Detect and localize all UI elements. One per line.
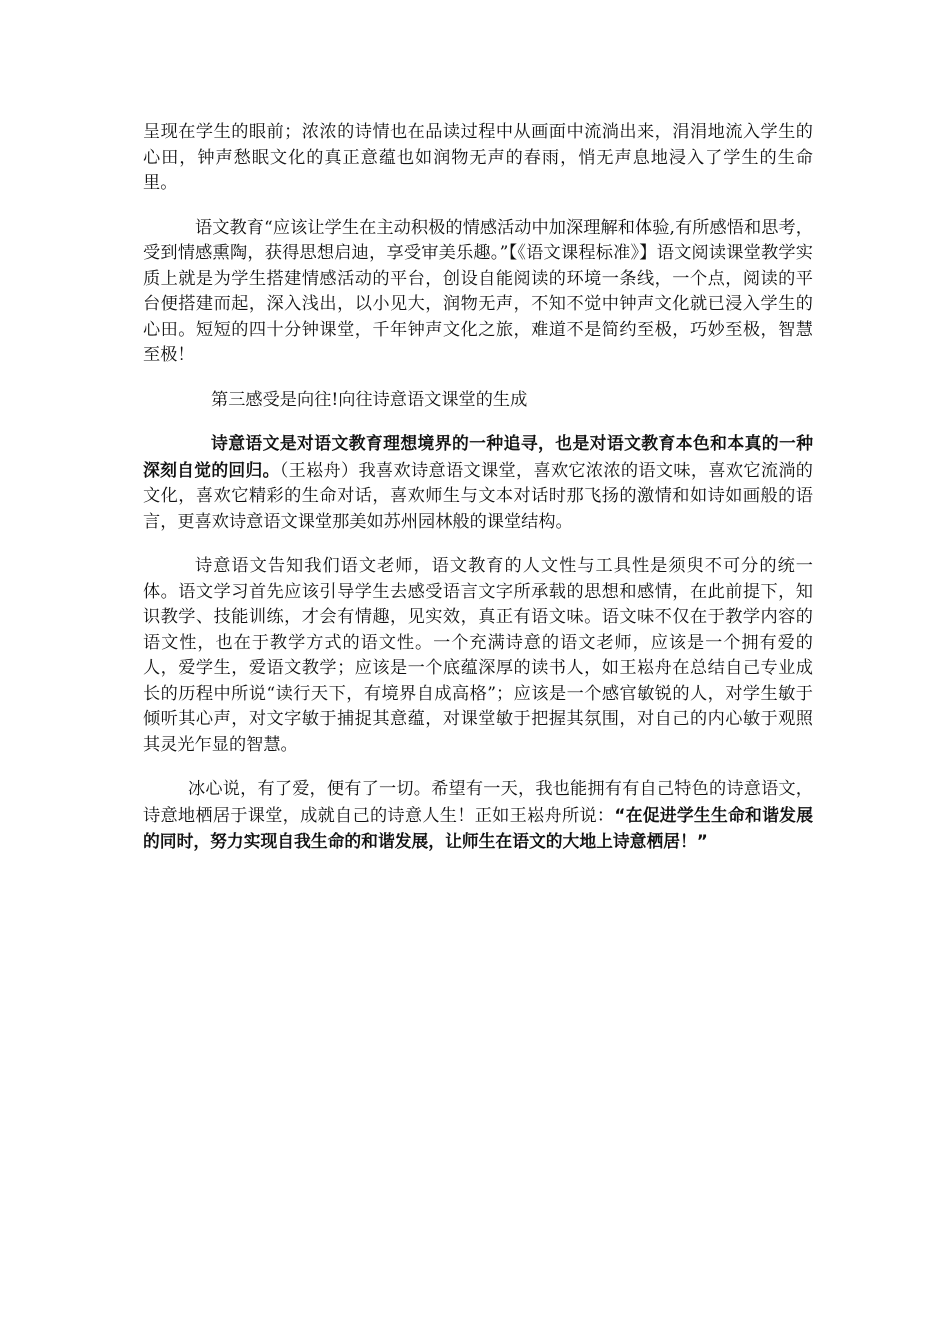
paragraph-4-bold-quote: 诗意语文是对语文教育理想境界的一种追寻，也是对语文教育本色和本真的一种深刻自觉的回归。: [143, 433, 813, 480]
paragraph-2: [143, 216, 813, 369]
paragraph-6-bold-quote: “在促进学生生命和谐发展的同时，努力实现自我生命的和谐发展，让师生在语文的大地上诗意栖居！”: [143, 804, 813, 851]
paragraph-1: [143, 120, 813, 197]
paragraph-1-text: 呈现在学生的眼前；浓浓的诗情也在品读过程中从画面中流淌出来，涓涓地流入学生的心田，钟声愁眠文化的真正意蕴也如润物无声的春雨，悄无声息地浸入了学生的生命里。: [143, 122, 813, 193]
paragraph-5: [143, 554, 813, 758]
section-heading-third-feeling: [143, 388, 813, 414]
paragraph-4: [143, 431, 813, 535]
paragraph-5-text: 诗意语文告知我们语文老师，语文教育的人文性与工具性是须臾不可分的统一体。语文学习首先应该引导学生去感受语言文字所承载的思想和感情，在此前提下，知识教学、技能训练，才会有情趣，见实效，真正有语文味。语文味不仅在于教学内容的语文性，也在于教学方式的语文性。一个充满诗意的语文老师，应该是一个拥有爱的人，爱学生，爱语文教学；应该是一个底蕴深厚的读书人，如王崧舟在总结自己专业成长的历程中所说“读行天下，有境界自成高格”；应该是一个感官敏锐的人，对学生敏于倾听其心声，对文字敏于捕捉其意蕴，对课堂敏于把握其氛围，对自己的内心敏于观照其灵光乍显的智慧。: [143, 556, 813, 755]
document-body: [143, 120, 813, 875]
paragraph-2-text: 语文教育“应该让学生在主动积极的情感活动中加深理解和体验,有所感悟和思考，受到情感熏陶，获得思想启迪，享受审美乐趣。”【《语文课程标准》】语文阅读课堂教学实质上就是为学生搭建情感活动的平台，创设自能阅读的环境一条线，一个点，阅读的平台便搭建而起，深入浅出，以小见大，润物无声，不知不觉中钟声文化就已浸入学生的心田。短短的四十分钟课堂，千年钟声文化之旅，难道不是简约至极，巧妙至极，智慧至极！: [143, 217, 813, 365]
paragraph-6: [143, 777, 813, 856]
paragraph-6-text: 冰心说，有了爱，便有了一切。希望有一天，我也能拥有有自己特色的诗意语文，诗意地栖居于课堂，成就自己的诗意人生！正如王崧舟所说：: [143, 779, 813, 826]
section-heading-text: 第三感受是向往!向往诗意语文课堂的生成: [211, 389, 528, 410]
paragraph-4-text: （王崧舟）我喜欢诗意语文课堂，喜欢它浓浓的语文味，喜欢它流淌的文化，喜欢它精彩的生命对话，喜欢师生与文本对话时那飞扬的激情和如诗如画般的语言，更喜欢诗意语文课堂那美如苏州园林般的课堂结构。: [143, 460, 813, 532]
